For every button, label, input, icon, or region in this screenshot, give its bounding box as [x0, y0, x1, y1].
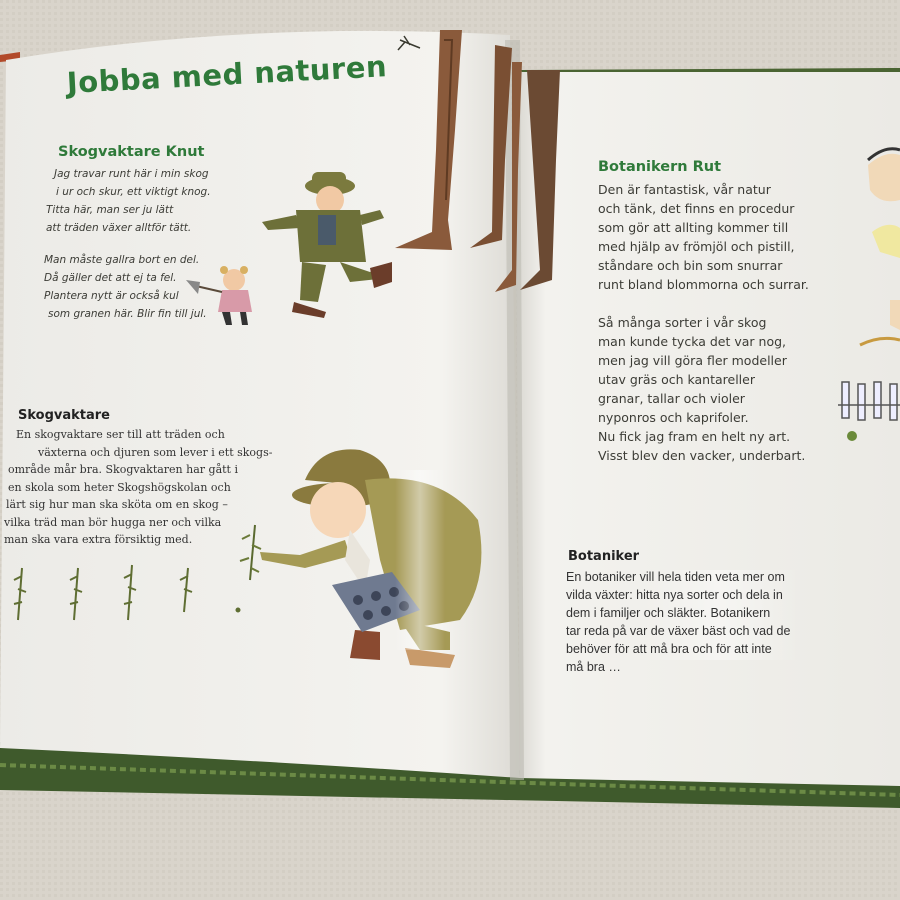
poem-line: Man måste gallra bort en del.: [44, 254, 200, 266]
poem-line: Titta här, man ser ju lätt: [46, 204, 174, 216]
page-title: Jobba med naturen: [66, 49, 388, 100]
fact-line: tar reda på var de växer bäst och vad de: [566, 624, 791, 638]
fact-heading-botaniker: Botaniker: [568, 549, 640, 564]
fact-line: lärt sig hur man ska sköta om en skog –: [6, 498, 228, 511]
poem-line: utav gräs och kantareller: [598, 372, 755, 387]
fact-line: behöver för att må bra och för att inte: [566, 642, 772, 656]
poem-line: Nu fick jag fram en helt ny art.: [598, 429, 791, 444]
poem-line: som granen här. Blir fin till jul.: [48, 308, 207, 320]
poem-line: att träden växer alltför tätt.: [46, 222, 192, 234]
poem-line: i ur och skur, ett viktigt knog.: [56, 186, 211, 198]
poem-line: Då gäller det att ej ta fel.: [44, 272, 177, 284]
poem-line: och tänk, det finns en procedur: [598, 201, 795, 216]
fact-line: växterna och djuren som lever i ett skogs-: [38, 445, 273, 459]
fact-text-skogvaktare: [4, 426, 272, 549]
poem-line: [598, 294, 809, 313]
poem-line: Så många sorter i vår skog: [598, 315, 767, 330]
poem-line: man kunde tycka det var nog,: [598, 334, 787, 349]
poem-line: som gör att allting kommer till: [598, 220, 789, 235]
fact-line: en skola som heter Skogshögskolan och: [8, 480, 231, 494]
poem-knut: [44, 165, 211, 323]
fact-line: vilka träd man bör hugga ner och vilka: [4, 515, 222, 529]
fact-line: dem i familjer och släkter. Botanikern: [566, 606, 771, 620]
poem-line: nyponros och kaprifoler.: [598, 410, 749, 425]
poem-line: Jag travar runt här i min skog: [54, 168, 209, 180]
fact-line: vilda växter: hitta nya sorter och dela in: [566, 588, 783, 602]
fact-line: En skogvaktare ser till att träden och: [16, 428, 225, 441]
poem-rut: [598, 180, 809, 465]
fact-line: må bra …: [566, 660, 621, 674]
poem-line: men jag vill göra fler modeller: [598, 353, 787, 368]
poem-line: runt bland blommorna och surrar.: [598, 277, 809, 292]
poem-heading-knut: Skogvaktare Knut: [58, 144, 205, 160]
poem-heading-rut: Botanikern Rut: [598, 159, 722, 175]
poem-line: granar, tallar och violer: [598, 391, 745, 406]
poem-line: Plantera nytt är också kul: [44, 290, 179, 302]
fact-line: En botaniker vill hela tiden veta mer om: [566, 570, 785, 584]
poem-line: Den är fantastisk, vår natur: [598, 182, 771, 197]
fact-heading-skogvaktare: Skogvaktare: [18, 408, 111, 423]
fact-text-botaniker: [566, 568, 790, 676]
fact-line: område mår bra. Skogvaktaren har gått i: [8, 463, 238, 476]
poem-line: ståndare och bin som snurrar: [598, 258, 783, 273]
fact-line: man ska vara extra försiktig med.: [4, 533, 193, 546]
poem-line: med hjälp av frömjöl och pistill,: [598, 239, 795, 254]
poem-line: Visst blev den vacker, underbart.: [598, 448, 806, 463]
